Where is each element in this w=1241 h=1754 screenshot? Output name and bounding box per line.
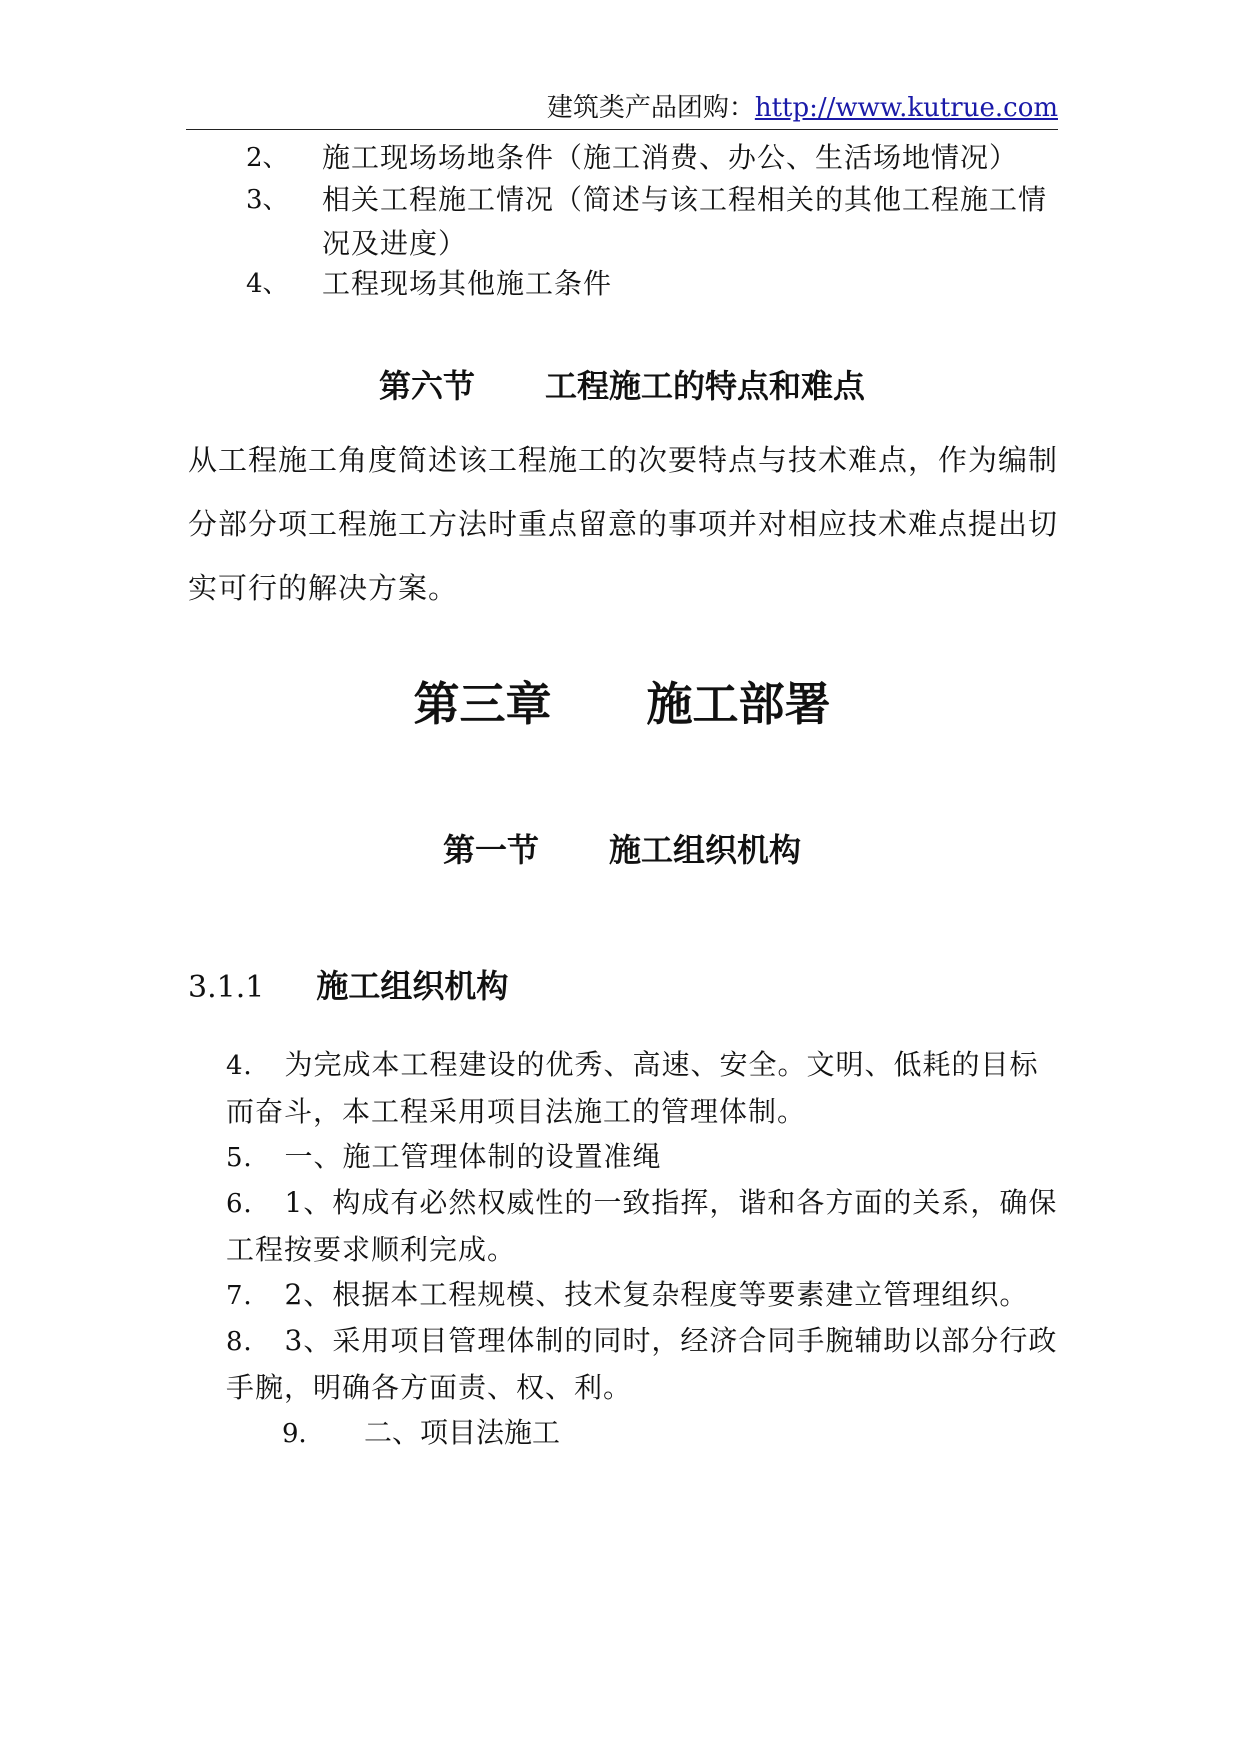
numbered-item [226,1272,1062,1319]
item-text: 1、构成有必然权威性的一致指挥，谐和各方面的关系，确保工程按要求顺利完成。 [226,1186,1058,1266]
item-number: 6． [226,1189,271,1219]
subsection-number: 3.1.1 [188,970,265,1005]
numbered-item [226,1318,1062,1411]
numbered-item [226,1134,1062,1181]
numbered-item [226,1042,1062,1135]
item-text: 二、项目法施工 [364,1416,561,1449]
item-number: 5． [226,1143,271,1173]
list-item-number: 2、 [246,143,289,173]
section-label: 第一节 [442,831,539,869]
section-heading [186,826,1058,874]
subsection-heading [188,962,508,1012]
page-header [186,88,1058,128]
list-item-text: 工程现场其他施工条件 [322,267,613,300]
item-text: 3、采用项目管理体制的同时，经济合同手腕辅助以部分行政手腕，明确各方面责、权、利。 [226,1324,1058,1404]
numbered-item [282,1410,560,1457]
header-divider [186,129,1058,130]
list-item-number: 4、 [246,269,289,299]
item-text: 一、施工管理体制的设置准绳 [284,1140,662,1173]
chapter-label: 第三章 [413,677,552,731]
item-text: 2、根据本工程规模、技术复杂程度等要素建立管理组织。 [284,1278,1029,1311]
chapter-heading [186,672,1058,736]
section-label: 第六节 [378,367,475,405]
list-item-number: 3、 [246,185,289,215]
section-title: 施工组织机构 [609,831,802,869]
section-paragraph: 从工程施工角度简述该工程施工的次要特点与技术难点，作为编制分部分项工程施工方法时重点留意的事项并对相应技术难点提出切实可行的解决方案。 [188,443,1059,605]
section-heading [186,362,1058,410]
header-label: 建筑类产品团购： [546,93,755,123]
item-number: 4． [226,1051,271,1081]
subsection-title: 施工组织机构 [316,967,509,1005]
section-title: 工程施工的特点和难点 [545,367,866,405]
item-number: 8． [226,1327,271,1357]
list-item-text: 施工现场场地条件（施工消费、办公、生活场地情况） [322,141,1019,174]
header-url-link[interactable]: http://www.kutrue.com [754,93,1058,123]
numbered-item [226,1180,1062,1273]
item-number: 7． [226,1281,271,1311]
item-text: 为完成本工程建设的优秀、高速、安全。文明、低耗的目标而奋斗，本工程采用项目法施工的管理体制。 [226,1048,1039,1128]
item-number: 9． [282,1419,325,1449]
chapter-title: 施工部署 [646,677,831,731]
list-item-text: 相关工程施工情况（简述与该工程相关的其他工程施工情况及进度） [322,183,1048,260]
